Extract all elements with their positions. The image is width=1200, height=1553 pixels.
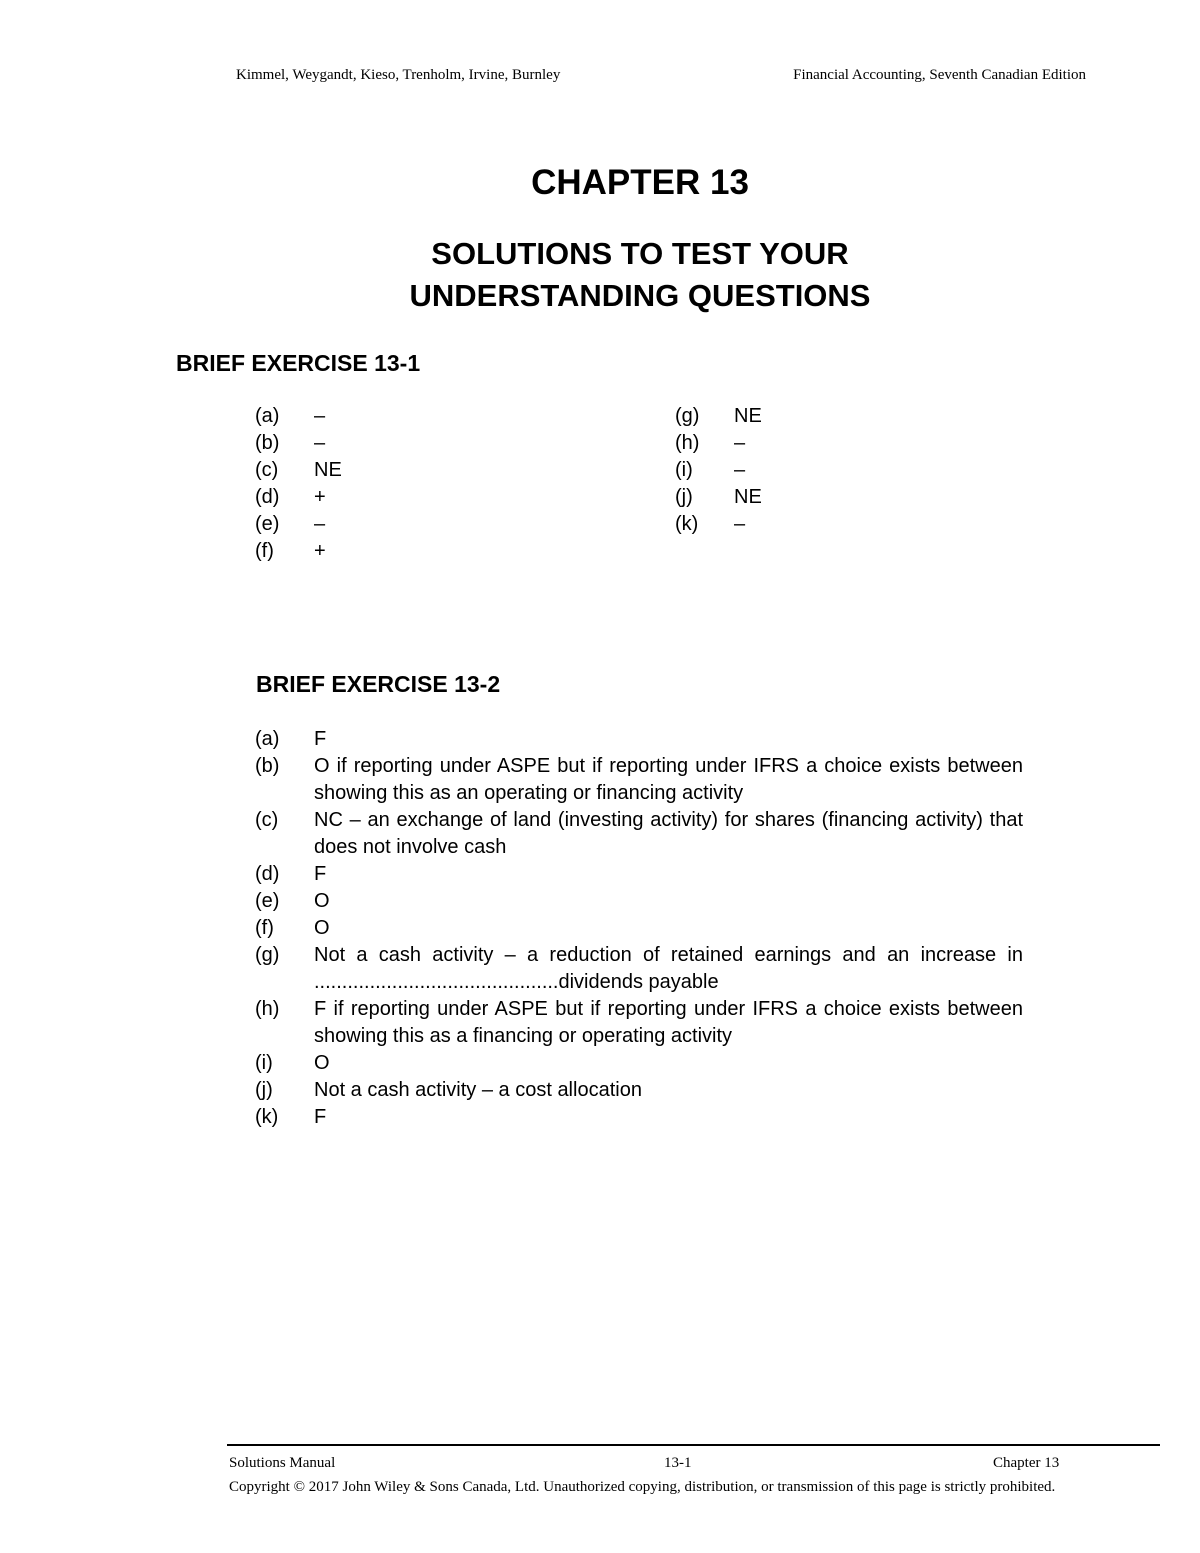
list-item: [255, 538, 555, 565]
item-label: (k): [255, 1106, 279, 1128]
item-label: (g): [675, 405, 700, 427]
item-value: –: [734, 432, 746, 454]
item-label: (h): [675, 432, 700, 454]
item-text: O: [314, 1052, 330, 1074]
subtitle-line-2: UNDERSTANDING QUESTIONS: [409, 278, 871, 313]
list-item: [255, 861, 1023, 888]
item-text: F: [314, 728, 327, 750]
list-item: [255, 403, 555, 430]
item-value: –: [734, 513, 746, 535]
footer-page-number: 13-1: [664, 1455, 692, 1471]
item-value: NE: [734, 405, 762, 427]
list-item: [255, 726, 1023, 753]
header-book-title: Financial Accounting, Seventh Canadian Edition: [793, 67, 1086, 83]
item-label: (i): [255, 1052, 273, 1074]
item-text: O: [314, 890, 330, 912]
list-item: [675, 484, 975, 511]
item-label: (j): [255, 1079, 273, 1101]
item-value: +: [314, 540, 326, 562]
list-item: [675, 511, 975, 538]
item-label: (h): [255, 998, 280, 1020]
list-item: [255, 753, 1023, 807]
item-label: (k): [675, 513, 699, 535]
item-value: –: [314, 432, 326, 454]
item-label: (e): [255, 513, 280, 535]
item-text: O if reporting under ASPE but if reporting under IFRS a choice exists between showing this as an operating or financing activity: [314, 755, 1023, 804]
item-label: (a): [255, 405, 280, 427]
item-label: (d): [255, 486, 280, 508]
footer-chapter: Chapter 13: [993, 1455, 1060, 1471]
item-value: NE: [314, 459, 342, 481]
footer-divider: [227, 1444, 1160, 1446]
item-label: (f): [255, 917, 274, 939]
be2-list: [255, 726, 1023, 1131]
list-item: [675, 430, 975, 457]
item-label: (d): [255, 863, 280, 885]
chapter-title: CHAPTER 13: [531, 163, 749, 202]
header-authors: Kimmel, Weygandt, Kieso, Trenholm, Irvine, Burnley: [236, 67, 561, 83]
list-item: [255, 1077, 1023, 1104]
item-value: NE: [734, 486, 762, 508]
list-item: [675, 457, 975, 484]
item-label: (a): [255, 728, 280, 750]
item-label: (j): [675, 486, 693, 508]
footer-copyright: Copyright © 2017 John Wiley & Sons Canada, Ltd. Unauthorized copying, distribution, or transmission of this page is strictly prohibited.: [229, 1479, 1056, 1495]
item-text: Not a cash activity – a reduction of retained earnings and an increase in ............................................dividends payable: [314, 944, 1023, 993]
list-item: [255, 915, 1023, 942]
brief-exercise-13-2-heading: BRIEF EXERCISE 13-2: [256, 671, 501, 697]
item-text: F: [314, 863, 327, 885]
item-label: (g): [255, 944, 280, 966]
list-item: [255, 996, 1023, 1050]
item-label: (c): [255, 459, 279, 481]
list-item: [255, 888, 1023, 915]
item-value: –: [734, 459, 746, 481]
item-value: +: [314, 486, 326, 508]
item-label: (b): [255, 432, 280, 454]
item-text: Not a cash activity – a cost allocation: [314, 1079, 642, 1101]
list-item: [255, 807, 1023, 861]
list-item: [255, 457, 555, 484]
be1-left-column: [255, 403, 555, 565]
list-item: [675, 403, 975, 430]
item-text: O: [314, 917, 330, 939]
list-item: [255, 484, 555, 511]
brief-exercise-13-1-heading: BRIEF EXERCISE 13-1: [176, 350, 421, 376]
subtitle-line-1: SOLUTIONS TO TEST YOUR: [431, 236, 849, 271]
item-label: (e): [255, 890, 280, 912]
be1-right-column: [675, 403, 975, 538]
item-value: –: [314, 405, 326, 427]
item-value: –: [314, 513, 326, 535]
list-item: [255, 942, 1023, 996]
item-label: (c): [255, 809, 279, 831]
list-item: [255, 511, 555, 538]
item-label: (b): [255, 755, 280, 777]
footer-solutions-manual: Solutions Manual: [229, 1455, 336, 1471]
list-item: [255, 430, 555, 457]
item-text: NC – an exchange of land (investing activity) for shares (financing activity) that does not involve cash: [314, 809, 1023, 858]
item-text: F: [314, 1106, 327, 1128]
list-item: [255, 1104, 1023, 1131]
item-label: (f): [255, 540, 274, 562]
list-item: [255, 1050, 1023, 1077]
item-text: F if reporting under ASPE but if reporting under IFRS a choice exists between showing this as a financing or operating activity: [314, 998, 1023, 1047]
item-label: (i): [675, 459, 693, 481]
